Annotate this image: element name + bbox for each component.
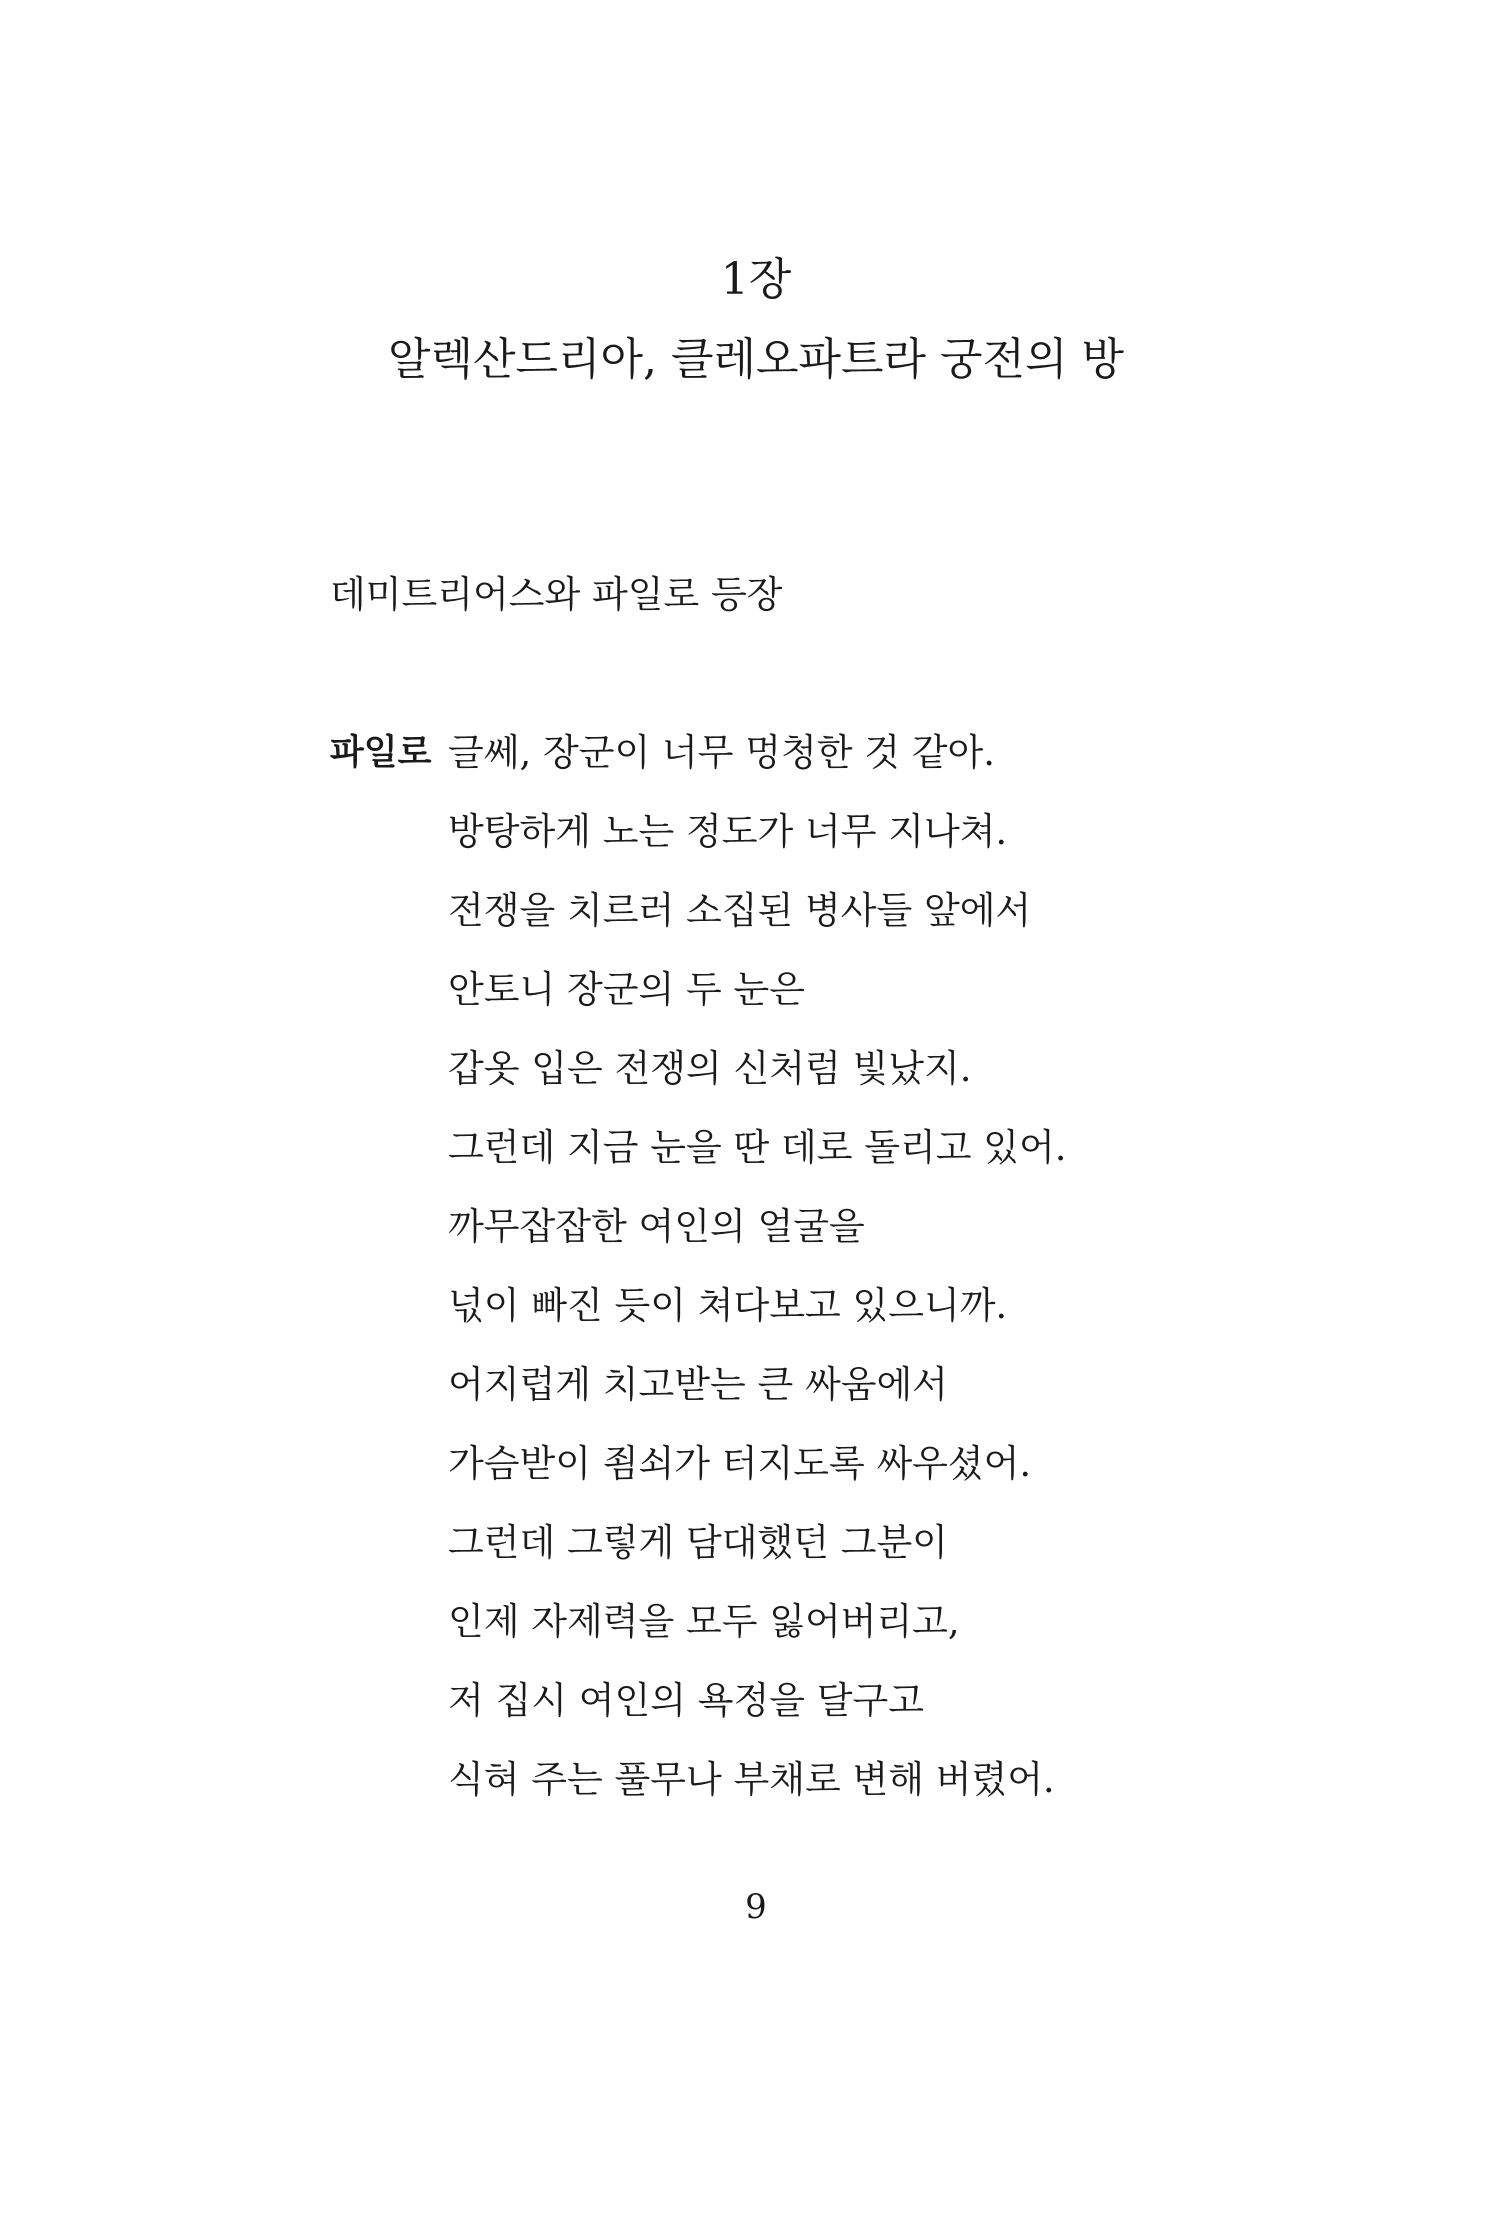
speech-line: 안토니 장군의 두 눈은 (448, 968, 805, 1011)
speech-line: 글쎄, 장군이 너무 멍청한 것 같아. (448, 731, 995, 774)
speech-line: 가슴받이 죔쇠가 터지도록 싸우셨어. (448, 1442, 1032, 1485)
speech-line: 그런데 지금 눈을 딴 데로 돌리고 있어. (448, 1126, 1067, 1169)
speech-line: 까무잡잡한 여인의 얼굴을 (448, 1205, 865, 1248)
chapter-number: 1장 (720, 254, 792, 305)
speech-line: 전쟁을 치르러 소집된 병사들 앞에서 (448, 889, 1032, 932)
page-number: 9 (745, 1887, 767, 1927)
speech-line: 넋이 빠진 듯이 쳐다보고 있으니까. (448, 1284, 1008, 1327)
speech-line: 방탕하게 노는 정도가 너무 지나쳐. (448, 810, 1008, 853)
speech-line: 인제 자제력을 모두 잃어버리고, (448, 1600, 960, 1643)
stage-direction: 데미트리어스와 파일로 등장 (330, 573, 783, 616)
speech-line: 그런데 그렇게 담대했던 그분이 (448, 1521, 948, 1564)
speech-line: 어지럽게 치고받는 큰 싸움에서 (448, 1363, 948, 1406)
speech-line: 식혀 주는 풀무나 부채로 변해 버렸어. (448, 1758, 1055, 1801)
speaker-name: 파일로 (330, 733, 432, 773)
speech-line: 갑옷 입은 전쟁의 신처럼 빛났지. (448, 1047, 972, 1090)
speech-line: 저 집시 여인의 욕정을 달구고 (448, 1679, 924, 1722)
chapter-title: 알렉산드리아, 클레오파트라 궁전의 방 (387, 334, 1124, 385)
speech-lines (448, 727, 1066, 1833)
